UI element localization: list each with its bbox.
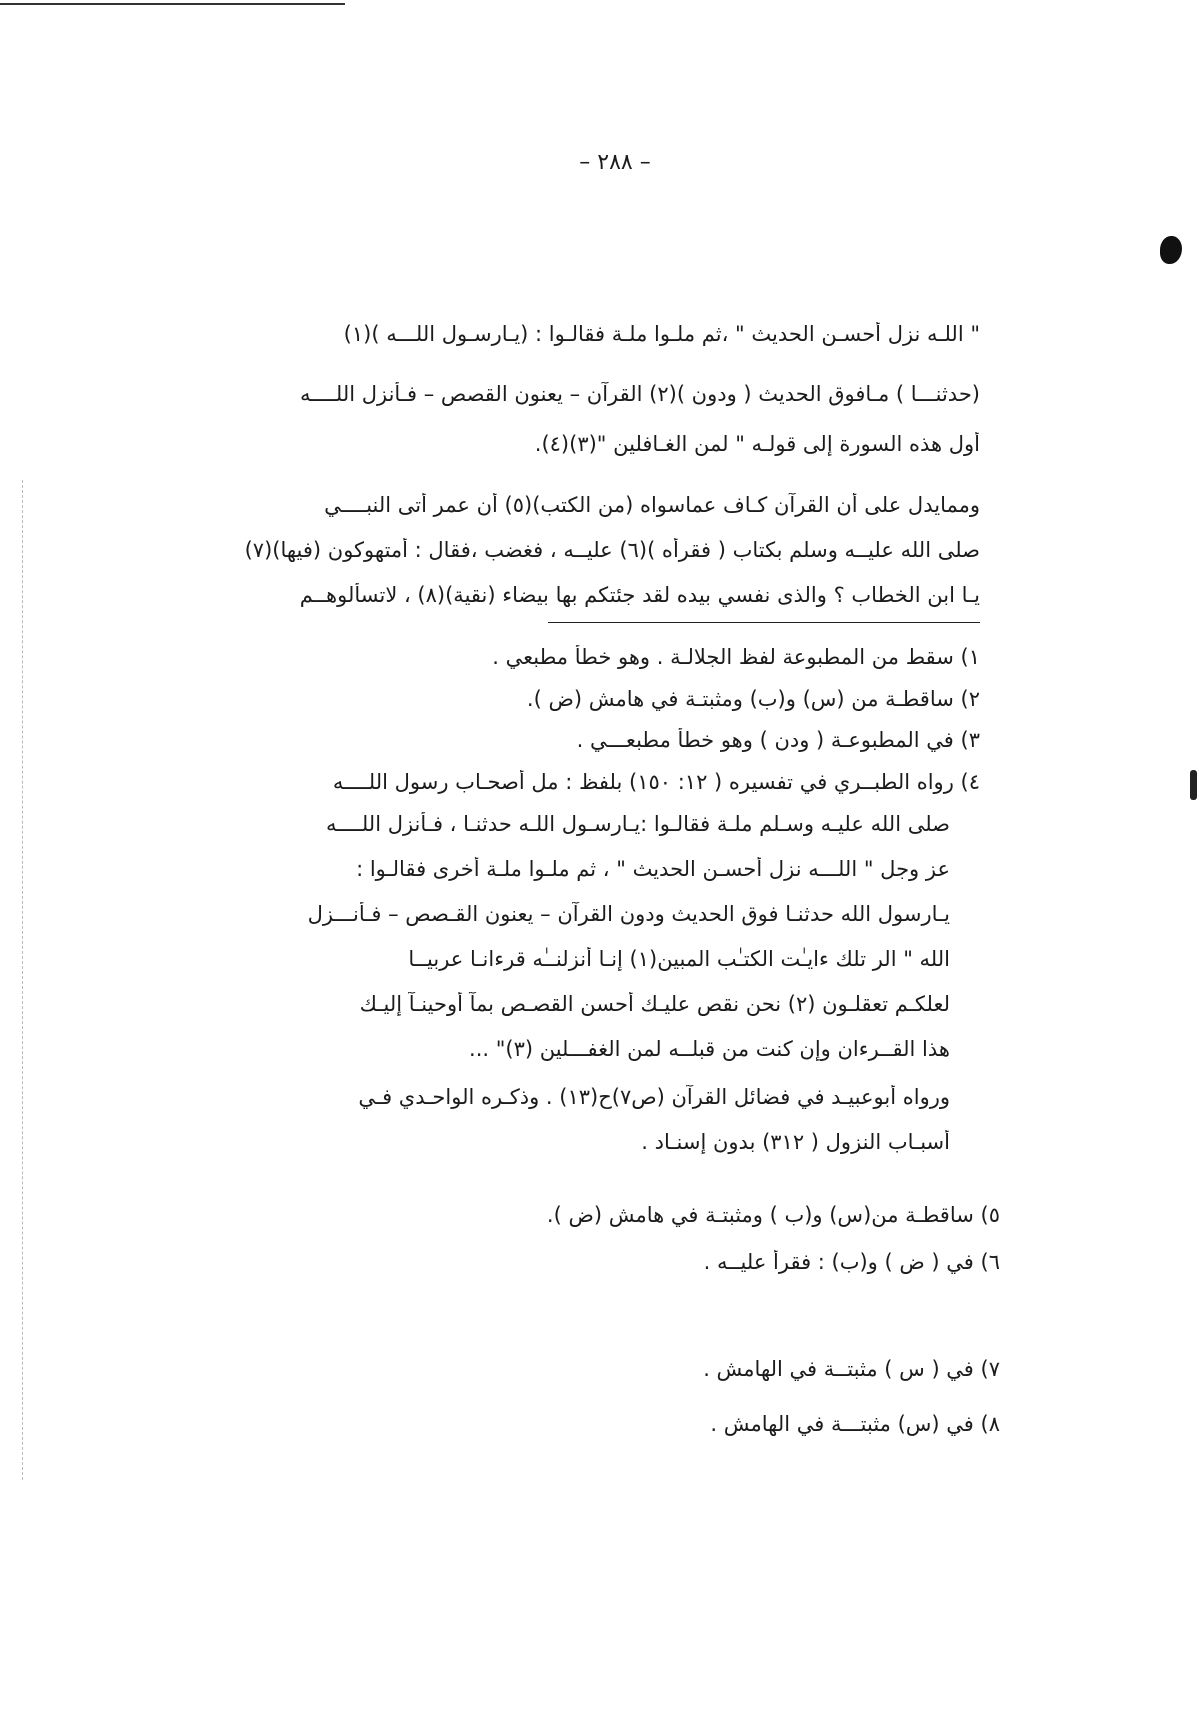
footnote-2: ٢) ساقطـة من (س) و(ب) ومثبتـة في هامش (ض ). [526,687,980,711]
ink-blot-mark [1190,770,1197,800]
footnote-3: ٣) في المطبوعـة ( ودن ) وهو خطأ مطبعـــي . [576,728,980,752]
footnote-7: ٧) في ( س ) مثبتــة في الهامش . [703,1357,1000,1381]
footnote-separator [548,622,980,623]
footnote-4: ٤) رواه الطبــري في تفسيره ( ١٢: ١٥٠) بلفظ : مل أصحـاب رسول اللــــه [332,770,980,794]
body-line: يـا ابن الخطاب ؟ والذى نفسي بيده لقد جئتكم بها بيضاء (نقية)(٨) ، لاتسألوهــم [299,583,980,607]
footnote-6: ٦) في ( ض ) و(ب) : فقرأ عليــه . [703,1250,1000,1274]
footnote-line: ورواه أبوعبيـد في فضائل القرآن (ص٧)ح(١٣) . وذكـره الواحـدي فـي [358,1085,950,1109]
footnote-line: يـارسول الله حدثنـا فوق الحديث ودون القرآن – يعنون القـصص – فـأنـــزل [307,902,950,926]
footnote-5: ٥) ساقطـة من(س) و(ب ) ومثبتـة في هامش (ض ). [546,1203,1000,1227]
footnote-1: ١) سقط من المطبوعة لفظ الجلالـة . وهو خطأ مطبعي . [492,645,980,669]
footnote-line: الله " الر تلك ءايـٰت الكتـٰب المبين(١) إنـا أنزلنــٰه قرءانـا عربيــا [408,947,950,971]
footnote-line: أسبـاب النزول ( ٣١٢) بدون إسنـاد . [641,1130,950,1154]
top-edge-rule [0,3,345,5]
body-line: صلى الله عليــه وسلم بكتاب ( فقرأه )(٦) عليــه ، فغضب ،فقال : أمتهوكون (فيها)(٧) [244,538,980,562]
footnote-8: ٨) في (س) مثبتـــة في الهامش . [710,1412,1000,1436]
footnote-line: هذا القــرءان وإن كنت من قبلــه لمن الغفـــلين (٣)" ... [469,1037,950,1061]
page-number: – ٢٨٨ – [579,150,651,175]
ink-blot-mark [1160,236,1182,264]
footnote-line: لعلكـم تعقلـون (٢) نحن نقص عليـك أحسن القصـص بمآ أوحينـآ إليـك [359,992,950,1016]
body-line: (حدثنـــا ) مـافوق الحديث ( ودون )(٢) القرآن – يعنون القصص – فـأنزل اللــــه [300,382,980,406]
body-line: " اللـه نزل أحسـن الحديث " ،ثم ملـوا ملـة فقالـوا : (يـارسـول اللـــه )(١) [343,322,980,346]
margin-guide-line [22,480,23,1480]
footnote-line: صلى الله عليـه وسـلم ملـة فقالـوا :يـارسـول اللـه حدثنـا ، فـأنزل اللــــه [325,812,950,836]
body-line: أول هذه السورة إلى قولـه " لمن الغـافلين "(٣)(٤). [534,432,980,456]
body-line: وممايدل على أن القرآن كـاف عماسواه (من الكتب)(٥) أن عمر أتى النبــــي [324,493,980,517]
footnote-line: عز وجل " اللـــه نزل أحسـن الحديث " ، ثم ملـوا ملـة أخرى فقالـوا : [356,857,950,881]
